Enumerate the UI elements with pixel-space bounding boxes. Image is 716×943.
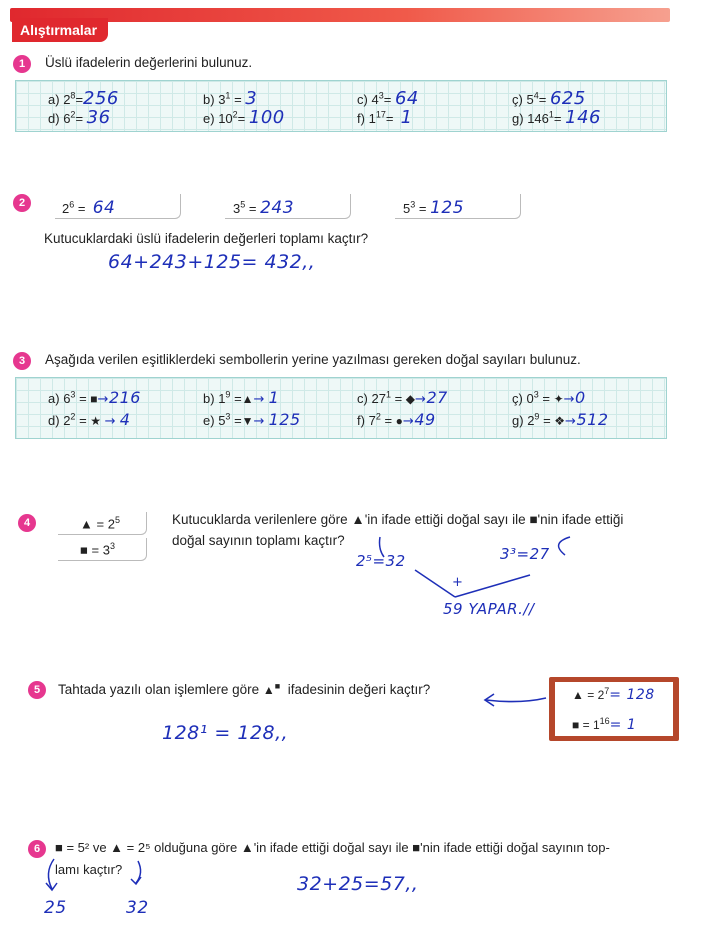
q1-item-g: g) $146^1= 146$: [512, 107, 601, 128]
q3-item-a: a) $6^3$ = ■→216: [48, 388, 141, 407]
q3-answer-a: 216: [108, 388, 141, 407]
q1-answer-e: 100: [248, 107, 285, 128]
triangle-symbol: ▲: [241, 392, 254, 406]
q1-answer-a: 256: [83, 88, 119, 109]
q4-text-line1: Kutucuklarda verilenlere göre ▲'in ifade ettiği doğal sayı ile ■'nin ifade ettiği: [172, 512, 624, 527]
question-number-5: 5: [28, 681, 46, 699]
star-symbol: ★: [90, 414, 102, 428]
q5-text: Tahtada yazılı olan işlemlere göre ▲■ ifadesinin değeri kaçtır?: [58, 681, 431, 697]
q4-work-result: 59 YAPAR.//: [443, 600, 535, 618]
q1-item-d: d) $6^2= 36$: [48, 107, 111, 128]
diamond-symbol: ◆: [405, 392, 416, 406]
q4-work-lines: [340, 535, 600, 635]
board-line-1: ▲ = $2^7= 128$: [572, 686, 655, 703]
q3-grid: [15, 377, 667, 439]
q3-item-c: c) $27^1$ = ◆→27: [357, 388, 448, 407]
q1-item-b: b) $3^1 = 3$: [203, 88, 258, 109]
q1-item-c: c) $4^3= 64$: [357, 88, 419, 109]
q3-answer-cc: 0: [575, 388, 586, 407]
q3-item-cc: ç) $0^3$ = ✦→0: [512, 388, 586, 407]
question-number-1: 1: [13, 55, 31, 73]
q1-answer-cc: 625: [549, 88, 586, 109]
header-bar: [10, 8, 670, 22]
circle-symbol: ●: [395, 414, 403, 428]
q3-answer-d: 4: [119, 410, 131, 429]
q1-item-e: e) $10^2= 100$: [203, 107, 285, 128]
q2-answer-3: 125: [430, 198, 465, 218]
q6-work-right: 32: [126, 898, 149, 918]
q3-item-e: e) $5^3$ =▼→ 125: [203, 410, 301, 429]
q5-work: 128¹ = 128,,: [162, 722, 289, 744]
q2-expr-3: $5^3 = 125$: [403, 198, 465, 218]
square-symbol: ■: [90, 392, 98, 406]
q6-arrows: [40, 855, 160, 895]
question-number-4: 4: [18, 514, 36, 532]
q1-item-f: f) $1^{17}= 1$: [357, 107, 413, 128]
q2-text: Kutucuklardaki üslü ifadelerin değerleri toplamı kaçtır?: [44, 231, 369, 246]
q2-answer-2: 243: [260, 198, 295, 218]
q3-item-b: b) $1^9$ =▲→ 1: [203, 388, 280, 407]
q1-answer-g: 146: [565, 107, 601, 128]
q1-text: Üslü ifadelerin değerlerini bulunuz.: [45, 55, 253, 70]
question-number-2: 2: [13, 194, 31, 212]
q3-answer-f: 49: [414, 410, 436, 429]
q2-answer-1: 64: [92, 198, 116, 218]
q1-answer-d: 36: [86, 107, 111, 128]
q1-answer-f: 1: [400, 107, 413, 128]
q3-answer-b: 1: [268, 388, 280, 407]
q6-work-left: 25: [44, 898, 67, 918]
arrow-left-icon: [480, 690, 550, 710]
q2-expr-2: $3^5 = 243$: [233, 198, 295, 218]
q4-box-2-text: ■ = $3^3$: [80, 541, 115, 558]
q3-answer-c: 27: [426, 388, 448, 407]
page-title: Alıştırmalar: [20, 22, 98, 38]
q1-answer-c: 64: [394, 88, 419, 109]
q4-box-1-text: ▲ = $2^5$: [80, 515, 120, 532]
q3-item-g: g) $2^9$ = ❖→512: [512, 410, 609, 429]
q6-text-line2: lamı kaçtır?: [55, 862, 123, 877]
cross-symbol: ✦: [553, 392, 564, 406]
q1-item-cc: ç) $5^4= 625$: [512, 88, 586, 109]
q4-work-plus: +: [452, 575, 464, 590]
q4-text-line2: doğal sayının toplamı kaçtır?: [172, 533, 345, 548]
down-triangle-symbol: ▼: [241, 414, 254, 428]
q4-work-right: 3³=27: [500, 545, 550, 563]
q3-item-d: d) $2^2$ = ★ → 4: [48, 410, 131, 429]
q3-answer-e: 125: [268, 410, 301, 429]
q4-work-left: 2⁵=32: [356, 552, 406, 570]
board-line-2: ■ = $1^{16}= 1$: [572, 716, 637, 733]
question-number-6: 6: [28, 840, 46, 858]
q6-text-line1: ■ = 5² ve ▲ = 2⁵ olduğuna göre ▲'in ifade ettiği doğal sayı ile ■'nin ifade ettiği doğal sayının top-: [55, 840, 610, 855]
q2-work: 64+243+125= 432,,: [108, 251, 316, 273]
q2-expr-1: $2^6 = 64$: [62, 198, 116, 218]
four-diamond-symbol: ❖: [554, 414, 566, 428]
question-number-3: 3: [13, 352, 31, 370]
q1-item-a: a) $2^8=256$: [48, 88, 119, 109]
q3-item-f: f) $7^2$ = ●→49: [357, 410, 436, 429]
triangle-square-expression: ▲■: [262, 681, 281, 697]
q3-answer-g: 512: [576, 410, 609, 429]
q1-answer-b: 3: [245, 88, 258, 109]
q3-text: Aşağıda verilen eşitliklerdeki sembollerin yerine yazılması gereken doğal sayıları bulunuz.: [45, 352, 581, 367]
q6-work: 32+25=57,,: [297, 873, 419, 895]
